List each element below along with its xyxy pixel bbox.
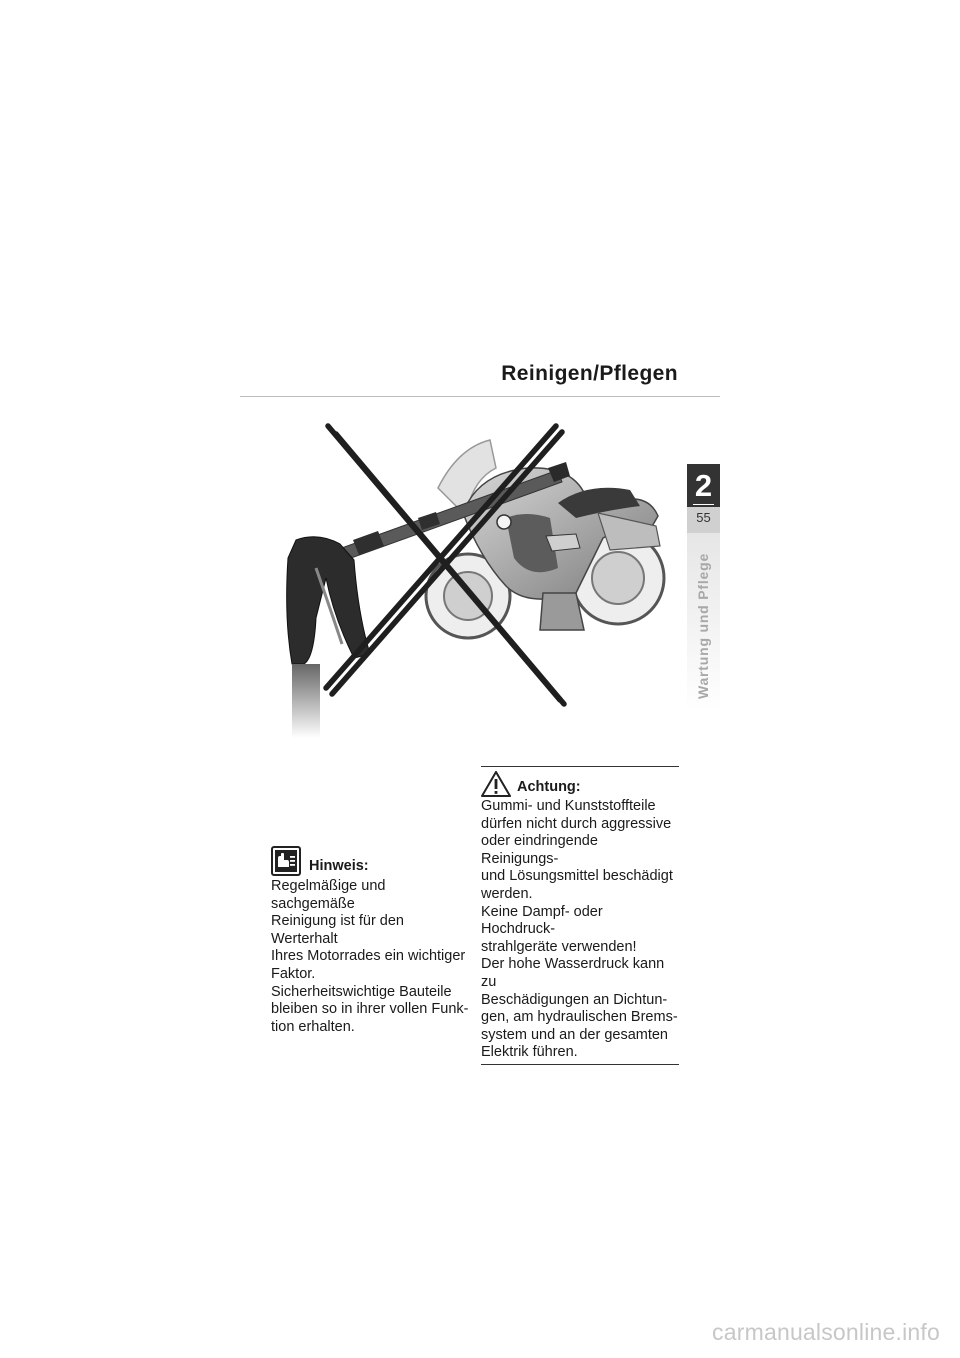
note-line: tion erhalten.	[271, 1018, 355, 1035]
warning-line: Keine Dampf- oder Hochdruck-	[481, 903, 603, 938]
note-block	[271, 846, 471, 1036]
watermark: carmanualsonline.info	[712, 1319, 940, 1345]
warning-line: strahlgeräte verwenden!	[481, 938, 637, 955]
warning-line: Elektrik führen.	[481, 1044, 578, 1061]
motorcycle-figure	[426, 440, 664, 638]
warning-line: dürfen nicht durch aggressive	[481, 815, 672, 832]
pressure-washer-prohibited-illustration	[258, 418, 680, 738]
warning-line: system und an der gesamten	[481, 1026, 668, 1043]
header-rule	[240, 396, 720, 397]
warning-triangle-icon	[481, 771, 511, 797]
chapter-number: 2	[694, 468, 713, 503]
note-title: Hinweis:	[309, 858, 369, 875]
warning-line: Der hohe Wasserdruck kann zu	[481, 956, 665, 990]
section-label: Wartung und Pflege	[695, 552, 711, 700]
warning-line: Beschädigungen an Dichtun-	[481, 991, 668, 1008]
warning-title: Achtung:	[517, 779, 581, 796]
chapter-divider	[693, 504, 714, 505]
page-title: Reinigen/Pflegen	[501, 362, 678, 385]
note-line: Sicherheitswichtige Bauteile	[271, 983, 452, 1000]
note-hand-icon	[271, 846, 301, 876]
note-line: Ihres Motorrades ein wichtiger	[271, 948, 466, 965]
warning-block	[481, 766, 679, 1065]
warning-line: oder eindringende Reinigungs-	[481, 833, 598, 867]
warning-line: und Lösungsmittel beschädigt	[481, 868, 673, 885]
chapter-tab	[687, 464, 720, 533]
note-line: Regelmäßige und sachgemäße	[271, 878, 386, 912]
note-line: Faktor.	[271, 965, 316, 982]
warning-line: gen, am hydraulischen Brems-	[481, 1009, 678, 1026]
warning-line: werden.	[481, 885, 533, 902]
note-line: Reinigung ist für den Werterhalt	[271, 913, 404, 947]
note-line: bleiben so in ihrer vollen Funk-	[271, 1001, 469, 1018]
page-number: 55	[696, 510, 711, 525]
warning-line: Gummi- und Kunststoffteile	[481, 798, 656, 814]
